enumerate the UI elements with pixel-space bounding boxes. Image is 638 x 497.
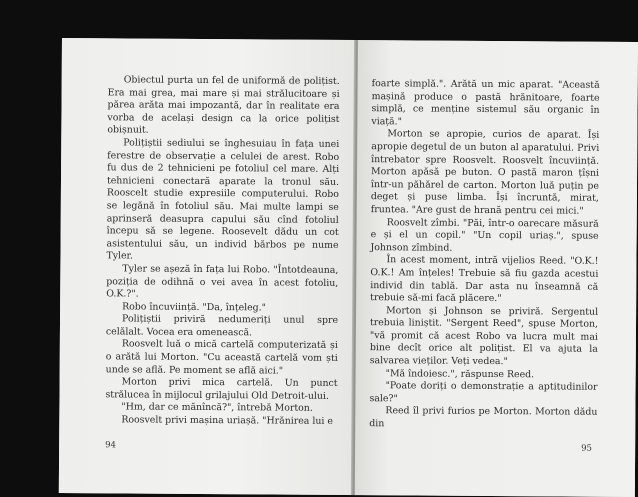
paragraph: Roosvelt luă o mică cartelă computerizată și o arătă lui Morton. "Cu această cartelă vom ști unde se află. Pe moment se află aici."	[105, 338, 338, 377]
paragraph: Morton privi mica cartelă. Un punct strălucea în mijlocul grilajului Old Detroit-ului.	[105, 376, 338, 402]
left-page-text	[105, 74, 339, 428]
paragraph: Reed îl privi furios pe Morton. Morton dădu din	[369, 405, 598, 430]
paragraph: Robo încuviință. "Da, înțeleg."	[122, 301, 267, 314]
paragraph: Roosvelt zîmbi. "Păi, într-o oarecare măsură e și el un copil." "Un copil uriaș.", spuse Johnson zîmbind.	[370, 216, 599, 254]
paragraph: În acest moment, intră vijelios Reed. "O.K.! O.K.! Am înțeles! Trebuie să fiu gazda acestui individ din tablă. Dar asta nu înseamnă că trebuie să-mi facă plăcere."	[370, 254, 599, 305]
paragraph: "Mă îndoiesc.", răspunse Reed.	[385, 367, 535, 380]
page-number-right: 95	[581, 443, 593, 454]
right-page	[355, 40, 638, 497]
paragraph: Polițiștii priviră nedumeriți unul spre celălalt. Vocea era omenească.	[105, 313, 339, 339]
paragraph: "Hm, dar ce mănîncă?", întrebă Morton.	[121, 401, 313, 415]
book-spread	[59, 38, 638, 497]
paragraph: Tyler se așeză în fața lui Robo. "Întotdeauna, poziția de odihnă o vei avea în acest fotoliu, O.K.?".	[106, 263, 339, 300]
paragraph: Obiectul purta un fel de uniformă de polițist. Era mai grea, mai mare și mai strălucitoare și părea arăta mai impozantă, dar în realitate era vorba de același design ca la orice polițist obișnuit.	[107, 74, 340, 136]
right-page-text	[369, 78, 599, 432]
paragraph: Roosvelt privi mașina uriașă. "Hrănirea lui e	[121, 414, 333, 427]
left-page	[59, 38, 356, 495]
page-number-left: 94	[105, 440, 117, 451]
paragraph: Morton și Johnson se priviră. Sergentul trebuia liniștit. "Sergent Reed", spuse Morton, "vă promit că acest Robo va lucra mult mai bine decît orice alt polițist. El va ajuta la salvarea vieților. Veți vedea."	[369, 304, 599, 368]
paragraph: "Poate doriți o demonstrație a aptitudinilor sale?"	[369, 380, 598, 405]
paragraph: foarte simplă.". Arătă un mic aparat. "Această mașină produce o pastă hrănitoare, foarte simplă, ce menține sistemul său organic în viață."	[371, 78, 600, 128]
paragraph: Morton se apropie, curios de aparat. Își apropie degetul de un buton al aparatului. Privi întrebator spre Roosvelt. Roosvelt încuviință. Morton apăsă pe buton. O pastă maron țîșni într-un păhărel de carton. Morton luă puțin pe deget și puse limba. Își încruntă, mirat, fruntea. "Are gust de hrană pentru cei mici."	[370, 128, 600, 217]
paragraph: Polițiștii sediului se înghesuiau în fața unei ferestre de observație a celulei de arest. Robo fu dus de 2 tehnicieni pe fotoliul cel mare. Alți tehnicieni conectară aparate la tronul său. Rooscelt studie expresiile computerului. Robo se legănă în fotoliul său. Mai multe lampi se aprinseră deasupra capului său cînd fotoliul începu să se legene. Roosevelt dădu un cot asistentului său, un individ bărbos pe nume Tyler.	[106, 137, 340, 262]
